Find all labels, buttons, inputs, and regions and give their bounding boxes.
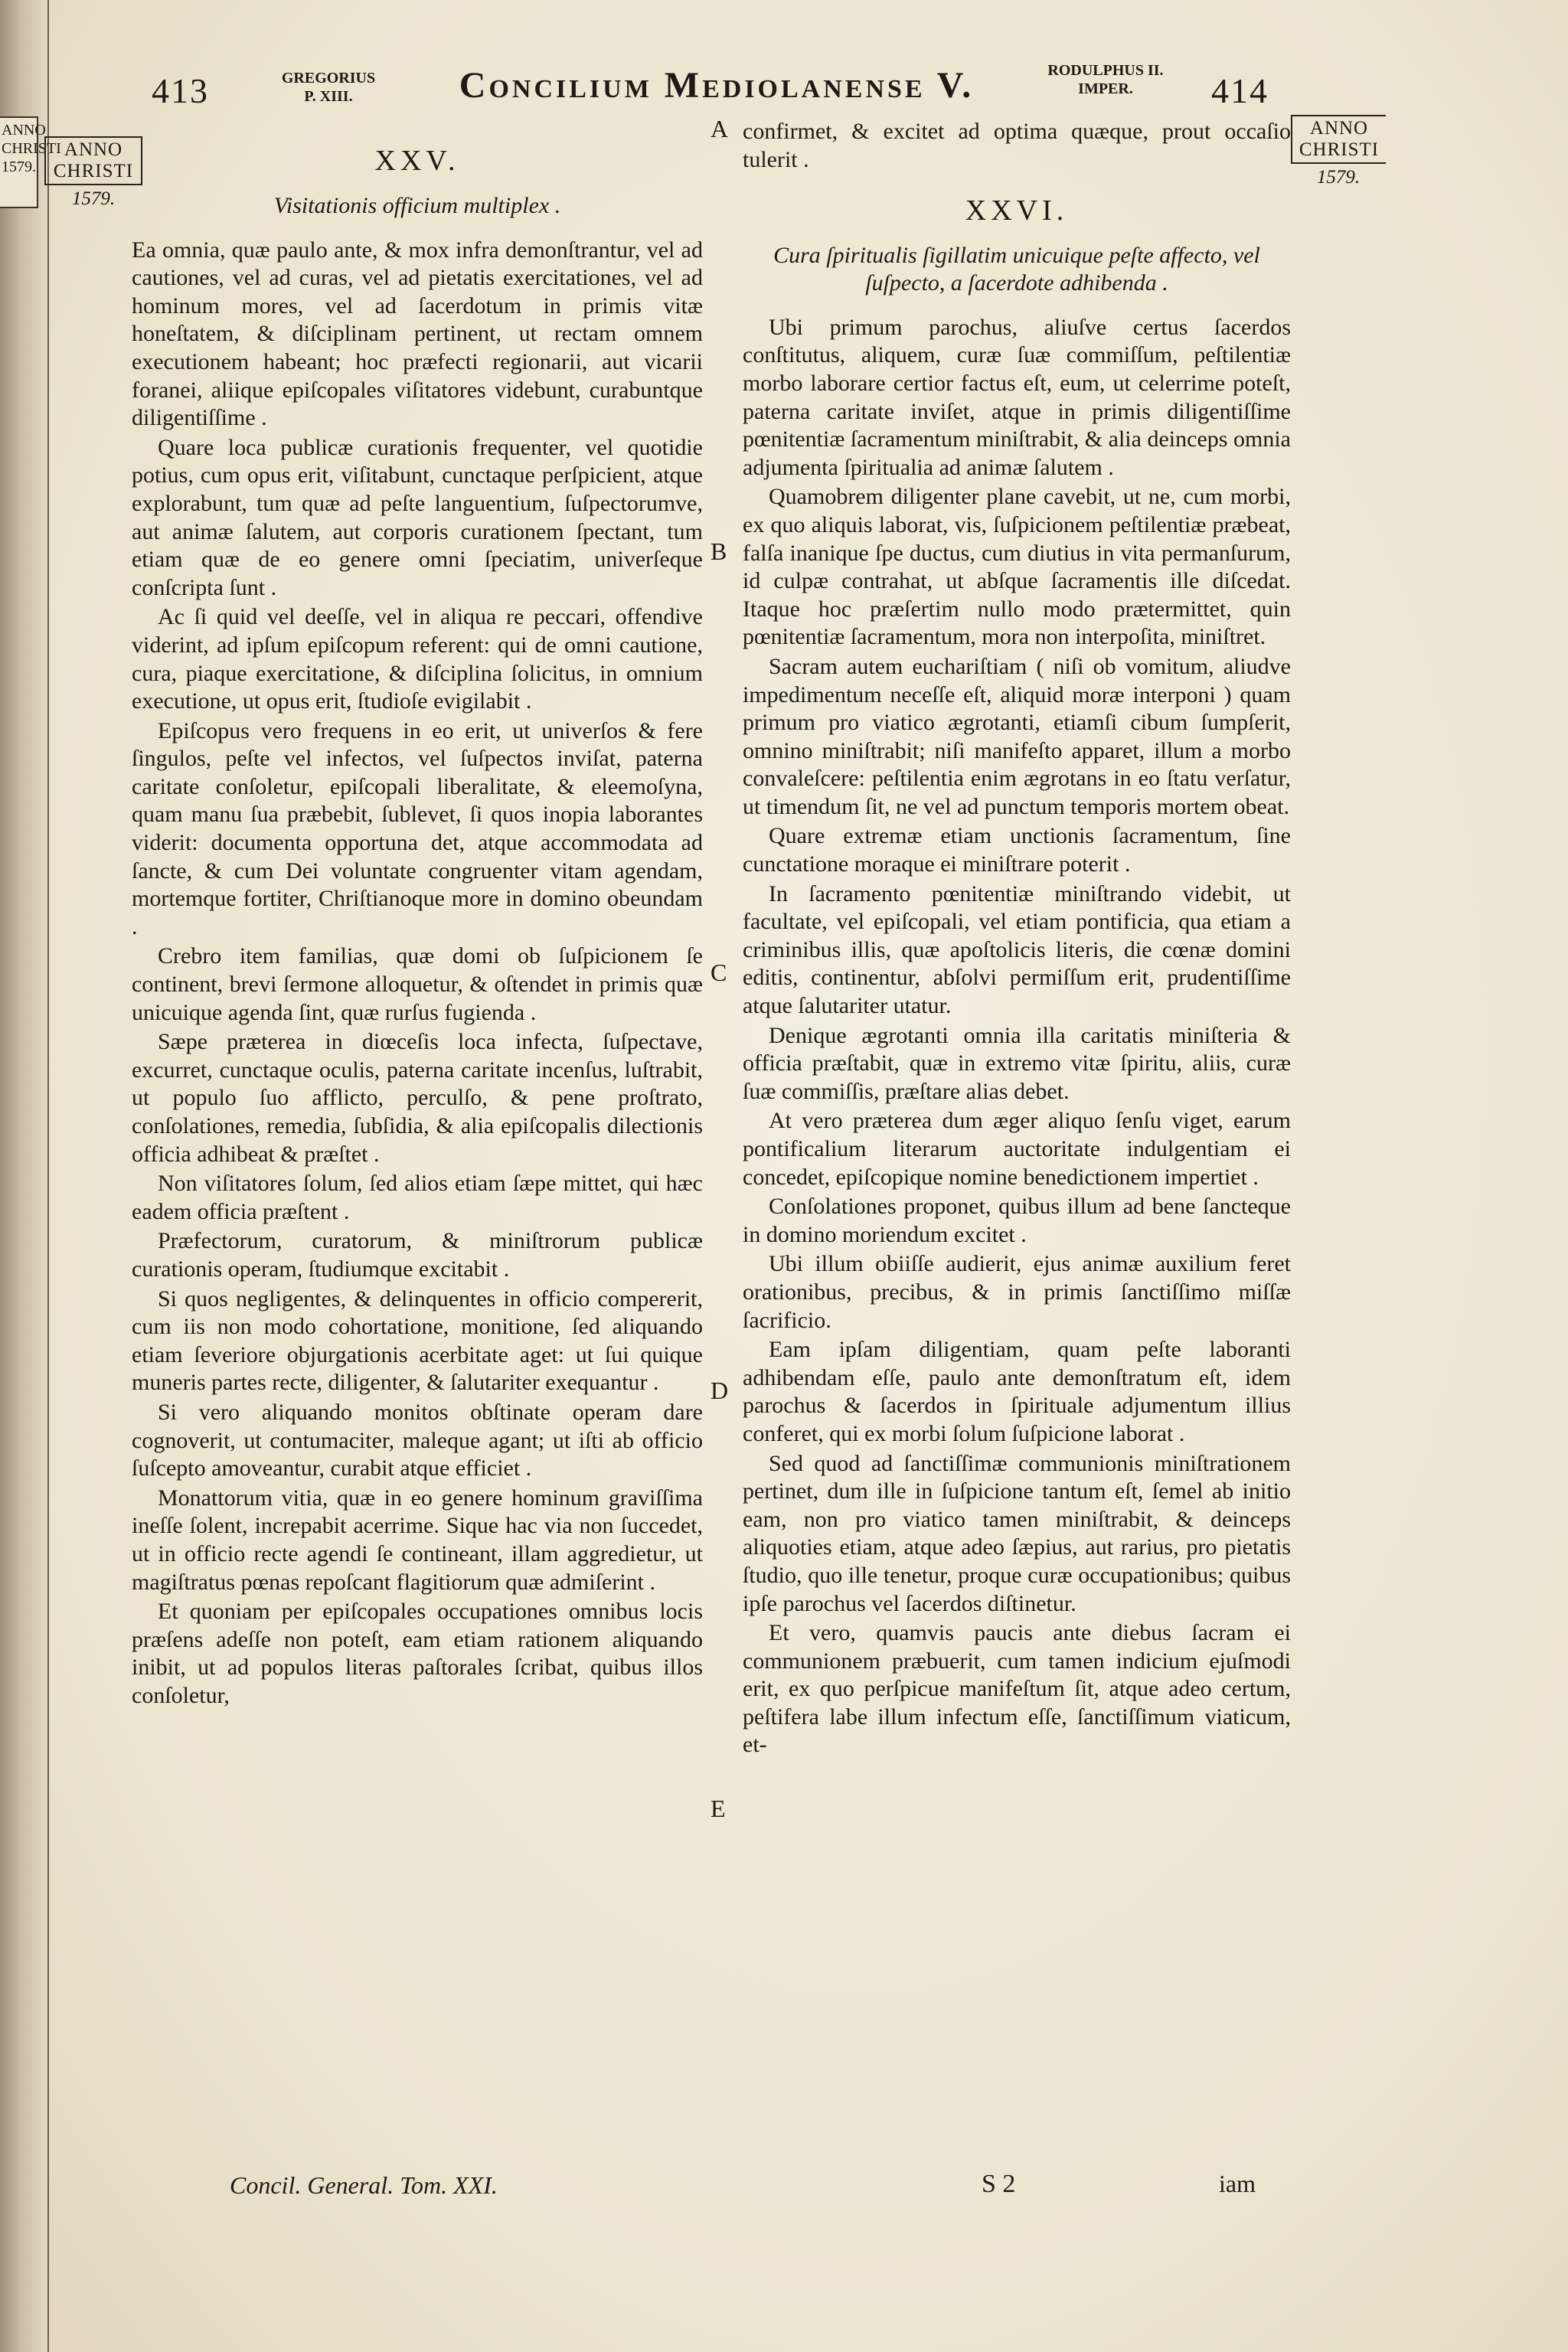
continuation-paragraph: confirmet, & excitet ad optima quæque, prout occaſio tulerit . (743, 119, 1291, 172)
pope-name-line1: GREGORIUS (281, 70, 376, 87)
paragraph: Ea omnia, quæ paulo ante, & mox infra demonſtrantur, vel ad cautiones, vel ad curas, vel ad pietatis exercitationes, vel ad hominum mores, vel ad ſacerdotum in primis vitæ honeſtatem, & diſciplinam pertinent, ut rectam omnem executionem habeant; hoc præfecti regionarii, aut vicarii foranei, aliique epiſcopales viſitatores videbunt, curabuntque diligentiſſime . (132, 237, 703, 431)
paragraph: Non viſitatores ſolum, ſed alios etiam ſæpe mittet, qui hæc eadem officia præſtent . (132, 1171, 703, 1224)
paragraph: Quare extremæ etiam unctionis ſacramentum, ſine cunctatione moraque ei miniſtrare poterit . (743, 823, 1291, 877)
section-marker-a: A (710, 115, 729, 142)
pope-name (263, 69, 394, 106)
paragraph: Eam ipſam diligentiam, quam peſte laboranti adhibendam eſſe, paulo ante demonſtratum eſt, idem parochus & ſacerdos in ſpirituale adjumentum illius conferet, qui ex morbi ſolum ſuſpicione laborat . (743, 1337, 1291, 1446)
page-number-right: 414 (1211, 71, 1269, 110)
section-marker-b: B (710, 537, 727, 565)
emperor-name (1021, 61, 1190, 98)
year-label-right-line2: CHRISTI (1298, 139, 1380, 160)
paragraph: Epiſcopus vero frequens in eo erit, ut univerſos & fere ſingulos, peſte vel infectos, vel ſuſpectos inviſat, paterna caritate conſoletur, epiſcopali liberalitate, & eleemoſyna, quam manu ſua præbebit, ſublevet, ſi quos inopia laborantes viderit: documenta opportuna det, atque accommodata ad ſancte, & cum Dei voluntate congruenter vitam agendam, mortemque fortiter, Chriſtianoque more in domino obeundam . (132, 717, 703, 939)
paragraph: Ac ſi quid vel deeſſe, vel in aliqua re peccari, offendive viderint, ad ipſum epiſcopum referent: qui de omni cautione, cura, piaque exercitatione, & diſciplina ſolicitus, in omnium executione, ut opus erit, ſtudioſe evigilabit . (132, 604, 703, 714)
paragraph: Ubi primum parochus, aliuſve certus ſacerdos conſtitutus, aliquem, curæ ſuæ commiſſum, peſtilentiæ morbo laborare certior factus eſt, eum, ut celerrime poteſt, paterna caritate inviſet, atque in primis diligentiſſime pœnitentiæ ſacramentum miniſtrabit, & alia deinceps omnia adjumenta ſpiritualia ad animæ ſalutem . (743, 314, 1291, 480)
facing-page-year-box (0, 116, 61, 208)
emperor-name-line1: RODULPHUS II. (1047, 62, 1164, 79)
running-title: Concilium Mediolanense V. (459, 65, 975, 106)
paragraph: Sæpe præterea in diœceſis loca infecta, ſuſpectave, excurret, cunctaque oculis, paterna caritate incenſus, luſtrabit, ut populo ſuo afflicto, perculſo, & pene proſtrato, conſolationes, remedia, ſubſidia, & alia epiſcopalis dilectionis officia adhibeat & præſtet . (132, 1029, 703, 1167)
year-label-left (44, 136, 142, 185)
facing-label-line2: CHRISTI (2, 140, 61, 157)
paragraph: Denique ægrotanti omnia illa caritatis miniſteria & officia præſtabit, quæ in extremo vitæ ſpiritu, aliis, curæ ſuæ commiſſis, præſtare alias debet. (743, 1022, 1291, 1104)
paragraph: Crebro item familias, quæ domi ob ſuſpicionem ſe continent, brevi ſermone alloquetur, & oſtendet in primis quæ unicuique agenda ſint, quæ rurſus fugienda . (132, 943, 703, 1025)
paragraph: Conſolationes proponet, quibus illum ad bene ſancteque in domino moriendum excitet . (743, 1194, 1291, 1247)
paragraph: Præfectorum, curatorum, & miniſtrorum publicæ curationis operam, ſtudiumque excitabit . (132, 1228, 703, 1282)
year-right: 1579. (1316, 167, 1361, 188)
facing-page-edge (0, 0, 61, 2352)
right-column (743, 118, 1291, 1761)
page-number-left: 413 (152, 71, 209, 110)
catchword: iam (1219, 2170, 1256, 2197)
year-left: 1579. (71, 188, 116, 209)
paragraph: Quamobrem diligenter plane cavebit, ut ne, cum morbi, ex quo aliquis laborat, vis, ſuſpicionem peſtilentiæ præbeat, falſa inanique ſpe ductus, cum diutius in vita permanſurum, id culpæ contrahat, ut abſque ſacramentis ille diſcedat. Itaque hoc præſertim nullo modo prætermittet, quin pœnitentiæ ſacramentum, mora non interpoſita, miniſtret. (743, 484, 1291, 650)
paragraph: Ubi illum obiiſſe audierit, ejus animæ auxilium feret orationibus, precibus, & in primis ſanctiſſimo miſſæ ſacrificio. (743, 1251, 1291, 1333)
pope-name-line2: P. XIII. (304, 88, 353, 105)
signature-mark: S 2 (982, 2170, 1016, 2198)
paragraph: In ſacramento pœnitentiæ miniſtrando videbit, ut facultate, vel epiſcopali, vel etiam pontificia, qua etiam a criminibus illis, quæ apoſtolicis literis, die cœnæ domini editis, continentur, abſolvi permiſſum erit, prudentiſſime atque ſalutariter utatur. (743, 880, 1291, 1019)
left-column (132, 138, 703, 1711)
section-marker-e: E (710, 1795, 726, 1822)
facing-label-line1: ANNO (2, 122, 46, 139)
chapter-heading-xxvi: XXVI. (965, 194, 1069, 227)
year-box-right (1291, 115, 1386, 188)
chapter-subtitle-xxv: Visitationis officium multiplex . (273, 192, 561, 218)
year-label-left-line2: CHRISTI (53, 161, 134, 181)
facing-year: 1579. (2, 158, 36, 175)
year-label-right-line1: ANNO (1309, 118, 1369, 139)
paragraph: Si quos negligentes, & delinquentes in officio compererit, cum iis non modo cohortatione, monitione, ſed aliquando etiam ſeveriore objurgationis acerbitate aget: ut ſui quique muneris partes recte, diligenter, & ſalutariter exequantur . (132, 1285, 703, 1396)
chapter-subtitle-xxvi: Cura ſpiritualis ſigillatim unicuique peſte affecto, vel ſuſpecto, a ſacerdote adhibenda . (773, 242, 1260, 296)
chapter-heading-xxv: XXV. (374, 145, 460, 177)
section-marker-d: D (710, 1377, 729, 1404)
year-label-left-line1: ANNO (64, 139, 123, 160)
paragraph: Et vero, quamvis paucis ante diebus ſacram ei communionem præbuerit, cum tamen indicium ejuſmodi erit, ex quo perſpicue manifeſtum ſit, atque adeo certum, peſtifera labe illum infectum eſſe, ſanctiſſimum viaticum, et- (743, 1620, 1291, 1758)
year-label-right (1291, 115, 1386, 164)
paragraph: Quare loca publicæ curationis frequenter, vel quotidie potius, cum opus erit, viſitabunt, cunctaque perſpicient, atque explorabunt, tum quæ ad peſte languentium, ſuſpectorumve, aut animæ ſalutem, aut corporis curationem ſpectant, tum etiam quæ de eo genere omni ſpeciatim, univerſeque conſcripta ſunt . (132, 434, 703, 600)
paragraph: At vero præterea dum æger aliquo ſenſu viget, earum pontificalium literarum auctoritate indulgentiam ei concedet, epiſcopique nomine benedictionem impertiet . (743, 1108, 1291, 1190)
year-box-left (44, 136, 142, 210)
paragraph: Si vero aliquando monitos obſtinate operam dare cognoverit, ut contumaciter, maleque agant; ut iſti ab officio ſuſcepto amoveantur, curabit atque efficiet . (132, 1399, 703, 1481)
paragraph: Sacram autem euchariſtiam ( niſi ob vomitum, aliudve impedimentum neceſſe eſt, aliquid moræ interponi ) quam primum pro viatico ægrotanti, etiamſi cibum ſumpſerit, omnino miniſtrabit; niſi manifeſto apparet, illum a morbo convaleſcere: peſtilentia enim ægrotans in eo ſtatu verſatur, ut timendum ſit, ne vel ad punctum temporis mortem obeat. (743, 653, 1291, 819)
emperor-name-line2: IMPER. (1078, 80, 1133, 97)
paragraph: Monattorum vitia, quæ in eo genere hominum graviſſima ineſſe ſolent, increpabit acerrime. Sique hac via non ſuccedet, ut in officio recte agendi ſe contineant, illam aggredietur, ut magiſtratus pœnas repoſcant flagitiorum quæ admiſerint . (132, 1485, 703, 1595)
paragraph: Et quoniam per epiſcopales occupationes omnibus locis præſens adeſſe non poteſt, eam etiam rationem aliquando inibit, ut ad populos literas paſtorales ſcribat, quibus illos conſoletur, (132, 1599, 703, 1708)
section-marker-c: C (710, 959, 727, 986)
paragraph: Sed quod ad ſanctiſſimæ communionis miniſtrationem pertinet, dum ille in ſuſpicione tantum eſt, ſemel ab initio eam, non pro viatico tamen miniſtrabit, & deinceps aliquoties etiam, atque adeo ſæpius, aut rarius, pro pietatis ſtudio, quo ille tenetur, proque curæ occupationibus; quibus ipſe parochus vel ſacerdos diſtinetur. (743, 1450, 1291, 1616)
volume-footer: Concil. General. Tom. XXI. (230, 2171, 498, 2199)
